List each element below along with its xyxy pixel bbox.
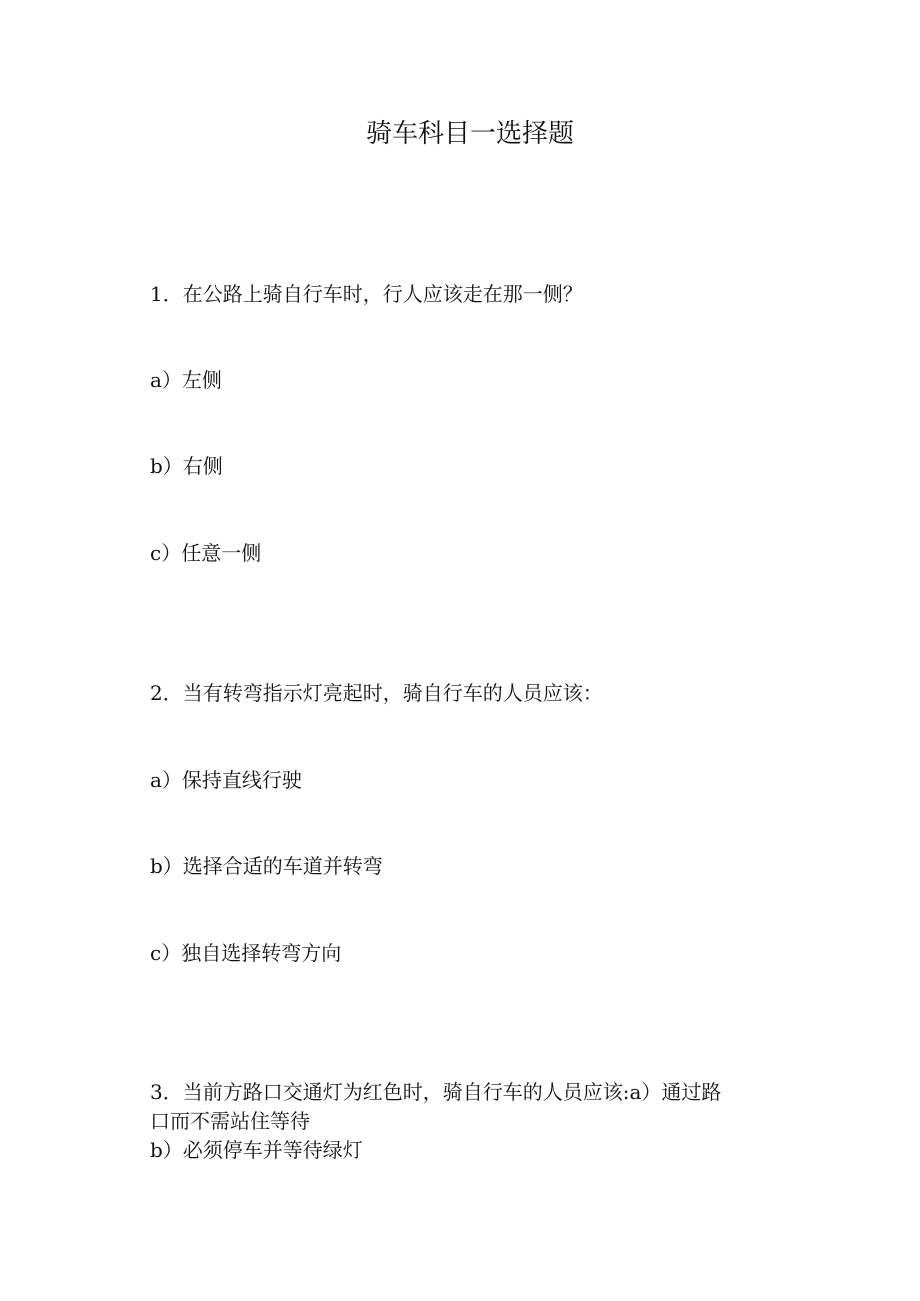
question-3-prompt-line-2: 口而不需站住等待	[150, 1109, 310, 1133]
question-3-option-b: b）必须停车并等待绿灯	[150, 1138, 363, 1162]
question-3-prompt-line-1: 3．当前方路口交通灯为红色时，骑自行车的人员应该:a）通过路	[150, 1080, 722, 1104]
question-2-option-a: a）保持直线行驶	[150, 768, 302, 792]
question-2-prompt: 2．当有转弯指示灯亮起时，骑自行车的人员应该：	[150, 681, 603, 705]
question-1-option-a: a）左侧	[150, 368, 222, 392]
page-title: 骑车科目一选择题	[365, 119, 574, 149]
question-1-option-c: c）任意一侧	[150, 541, 262, 565]
question-1-option-b: b）右侧	[150, 454, 223, 478]
question-2-option-c: c）独自选择转弯方向	[150, 941, 342, 965]
question-2-option-b: b）选择合适的车道并转弯	[150, 854, 383, 878]
question-1-prompt: 1．在公路上骑自行车时，行人应该走在那一侧？	[150, 282, 583, 306]
